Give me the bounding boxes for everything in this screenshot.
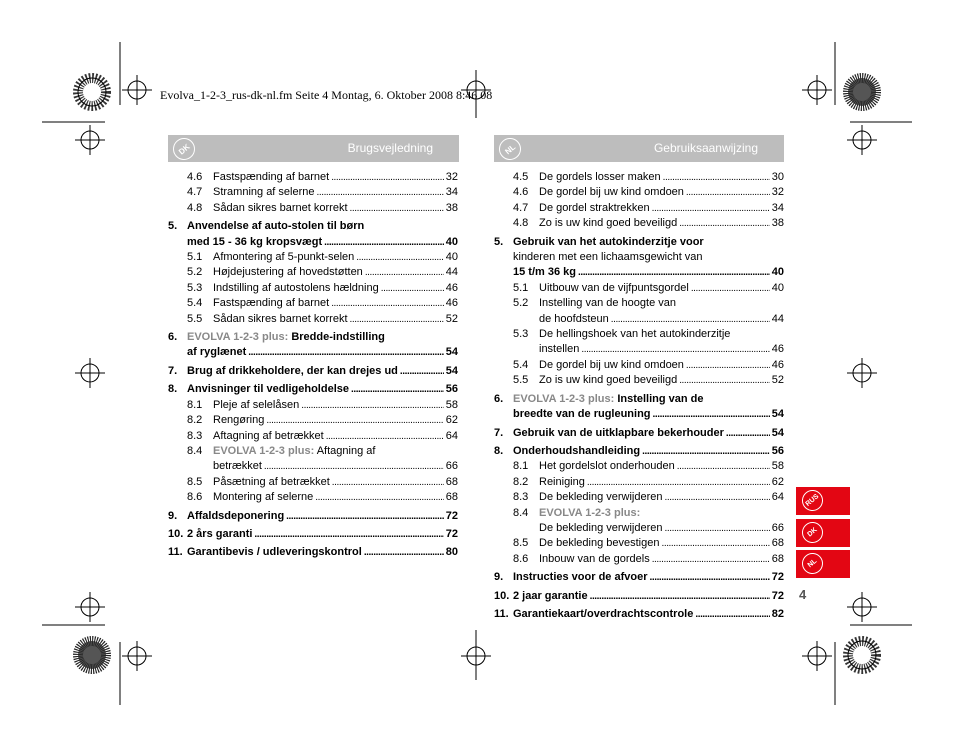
toc-page-number: 72 xyxy=(771,589,784,602)
toc-title: Zo is uw kind goed beveiligd xyxy=(539,217,678,230)
dot-leader xyxy=(665,490,770,505)
toc-number: 8. xyxy=(494,444,504,457)
dot-leader xyxy=(652,552,770,567)
toc-title: Anvisninger til vedligeholdelse xyxy=(187,383,349,396)
toc-entry xyxy=(494,170,784,185)
toc-entry xyxy=(168,201,458,216)
toc-number: 5.4 xyxy=(513,358,529,371)
toc-entry xyxy=(494,475,784,490)
toc-page-number: 72 xyxy=(445,509,458,522)
dot-leader xyxy=(642,444,770,459)
toc-title: Stramning af selerne xyxy=(213,186,315,199)
toc-title: 15 t/m 36 kg xyxy=(513,266,576,279)
toc-page-number: 54 xyxy=(771,408,784,421)
toc-entry xyxy=(168,364,458,379)
toc-title: Højdejustering af hovedstøtten xyxy=(213,266,363,279)
toc-entry xyxy=(494,552,784,567)
toc-number: 5.5 xyxy=(187,312,203,325)
toc-number: 11. xyxy=(168,546,183,559)
toc-title-line: De hellingshoek van het autokinderzitje xyxy=(539,328,731,341)
toc-entry xyxy=(494,392,784,423)
dot-leader xyxy=(317,185,444,200)
toc-page-number: 46 xyxy=(445,297,458,310)
toc-page-number: 52 xyxy=(445,312,458,325)
toc-number: 4.8 xyxy=(187,201,203,214)
dot-leader xyxy=(695,607,769,622)
toc-number: 6. xyxy=(494,392,504,405)
toc-entry xyxy=(494,589,784,604)
toc-title: Fastspænding af barnet xyxy=(213,297,330,310)
toc-number: 8.5 xyxy=(513,537,529,550)
toc-entry xyxy=(168,250,458,265)
dot-leader xyxy=(587,475,770,490)
toc-number: 8.6 xyxy=(513,552,529,565)
toc-entry xyxy=(494,281,784,296)
dot-leader xyxy=(351,382,444,397)
evolva-plus-label: EVOLVA 1-2-3 plus: xyxy=(187,331,289,344)
toc-title: Zo is uw kind goed beveiligd xyxy=(539,374,678,387)
toc-entry xyxy=(494,459,784,474)
toc-entry xyxy=(168,413,458,428)
toc-title: Het gordelslot onderhouden xyxy=(539,460,675,473)
toc-title: Aftagning af betrækket xyxy=(213,429,324,442)
dot-leader xyxy=(332,475,444,490)
side-tab-rus[interactable] xyxy=(796,487,850,515)
toc-number: 8.1 xyxy=(513,460,529,473)
toc-page-number: 40 xyxy=(445,235,458,248)
toc-title-line: Instelling van de hoogte van xyxy=(539,297,676,310)
toc-title-line: Aftagning af xyxy=(316,444,376,457)
header-title-dk: Brugsvejledning xyxy=(347,141,433,155)
dot-leader xyxy=(590,589,770,604)
toc-page-number: 56 xyxy=(445,383,458,396)
dot-leader xyxy=(326,429,444,444)
side-tab-dk[interactable] xyxy=(796,519,850,547)
toc-entry xyxy=(168,281,458,296)
toc-number: 5. xyxy=(168,220,178,233)
dot-leader xyxy=(301,398,444,413)
toc-title: De gordels losser maken xyxy=(539,171,661,183)
dot-leader xyxy=(254,527,443,542)
toc-title: Inbouw van de gordels xyxy=(539,552,650,565)
toc-title: 2 års garanti xyxy=(187,527,253,540)
toc-number: 8.4 xyxy=(187,444,203,457)
toc-number: 10. xyxy=(168,527,184,540)
toc-page-number: 80 xyxy=(445,546,458,559)
toc-entry xyxy=(168,312,458,327)
dot-leader xyxy=(264,459,444,474)
toc-number: 4.7 xyxy=(513,201,529,214)
toc-title: Rengøring xyxy=(213,414,265,427)
toc-entry xyxy=(494,201,784,216)
toc-dk xyxy=(168,170,458,561)
toc-number: 8.6 xyxy=(187,491,203,504)
toc-entry xyxy=(494,490,784,505)
toc-number: 4.7 xyxy=(187,186,203,199)
dot-leader xyxy=(578,265,770,280)
rus-badge-icon: RUS xyxy=(798,486,828,516)
toc-entry xyxy=(168,475,458,490)
toc-number: 5.2 xyxy=(513,297,529,310)
toc-page-number: 54 xyxy=(771,426,784,439)
toc-title: Fastspænding af barnet xyxy=(213,171,330,183)
dot-leader xyxy=(653,407,770,422)
toc-page-number: 38 xyxy=(445,201,458,214)
toc-page-number: 44 xyxy=(445,266,458,279)
toc-title: de hoofdsteun xyxy=(539,312,609,325)
toc-entry xyxy=(494,607,784,622)
dot-leader xyxy=(350,201,444,216)
toc-title: Brug af drikkeholdere, der kan drejes ud xyxy=(187,364,398,377)
dot-leader xyxy=(611,312,770,327)
toc-number: 5.3 xyxy=(513,328,529,341)
toc-number: 7. xyxy=(168,364,178,377)
toc-entry xyxy=(168,509,458,524)
toc-number: 5.2 xyxy=(187,266,203,279)
dot-leader xyxy=(286,509,444,524)
dot-leader xyxy=(331,296,444,311)
toc-number: 5.4 xyxy=(187,297,203,310)
dot-leader xyxy=(686,358,770,373)
toc-entry xyxy=(494,373,784,388)
toc-entry xyxy=(494,536,784,551)
toc-entry xyxy=(168,527,458,542)
toc-title: De gordel bij uw kind omdoen xyxy=(539,186,684,199)
toc-entry xyxy=(168,170,458,185)
toc-number: 4.5 xyxy=(513,171,529,183)
toc-number: 4.8 xyxy=(513,217,529,230)
toc-number: 5.1 xyxy=(187,251,203,264)
toc-page-number: 32 xyxy=(445,171,458,183)
toc-number: 4.6 xyxy=(513,186,529,199)
toc-entry xyxy=(168,545,458,560)
dot-leader xyxy=(364,545,444,560)
dot-leader xyxy=(248,345,443,360)
toc-title: De bekleding bevestigen xyxy=(539,537,660,550)
toc-entry xyxy=(168,398,458,413)
toc-entry xyxy=(168,296,458,311)
toc-page-number: 40 xyxy=(445,251,458,264)
toc-number: 8.2 xyxy=(513,475,529,488)
toc-title: De bekleding verwijderen xyxy=(539,491,663,504)
dot-leader xyxy=(686,185,770,200)
header-bar-dk xyxy=(168,135,459,162)
toc-page-number: 38 xyxy=(771,217,784,230)
toc-number: 8.3 xyxy=(187,429,203,442)
page-number: 4 xyxy=(799,587,807,602)
toc-title: Garantiekaart/overdrachtscontrole xyxy=(513,607,694,620)
toc-title-line: kinderen met een lichaamsgewicht van xyxy=(513,251,703,264)
toc-entry xyxy=(168,219,458,250)
toc-page-number: 34 xyxy=(771,201,784,214)
dot-leader xyxy=(679,216,770,231)
toc-entry xyxy=(168,444,458,475)
toc-title-line: Bredde-indstilling xyxy=(291,331,385,344)
dot-leader xyxy=(677,459,770,474)
toc-page-number: 40 xyxy=(771,281,784,294)
toc-page-number: 68 xyxy=(445,475,458,488)
toc-entry xyxy=(494,506,784,537)
dk-badge-icon: DK xyxy=(798,518,828,548)
dot-leader xyxy=(650,570,770,585)
dot-leader xyxy=(356,250,444,265)
toc-number: 6. xyxy=(168,331,178,344)
toc-title: Afmontering af 5-punkt-selen xyxy=(213,251,355,264)
toc-page-number: 54 xyxy=(445,364,458,377)
toc-title: Garantibevis / udleveringskontrol xyxy=(187,546,362,559)
toc-entry xyxy=(168,330,458,361)
toc-title: instellen xyxy=(539,343,580,356)
evolva-plus-label: EVOLVA 1-2-3 plus: xyxy=(539,506,641,519)
dot-leader xyxy=(266,413,443,428)
toc-entry xyxy=(494,444,784,459)
toc-page-number: 64 xyxy=(771,491,784,504)
toc-page-number: 68 xyxy=(771,552,784,565)
toc-title: Instructies voor de afvoer xyxy=(513,571,648,584)
nl-badge-icon: NL xyxy=(495,134,526,165)
toc-page-number: 68 xyxy=(771,537,784,550)
toc-title: De gordel bij uw kind omdoen xyxy=(539,358,684,371)
toc-title: Onderhoudshandleiding xyxy=(513,444,641,457)
toc-page-number: 66 xyxy=(445,460,458,473)
toc-entry xyxy=(168,429,458,444)
toc-title: Gebruik van de uitklapbare bekerhouder xyxy=(513,426,724,439)
toc-number: 10. xyxy=(494,589,510,602)
toc-number: 5.5 xyxy=(513,374,529,387)
dk-badge-icon: DK xyxy=(169,134,200,165)
toc-title: Affaldsdeponering xyxy=(187,509,285,522)
toc-page-number: 72 xyxy=(445,527,458,540)
toc-page-number: 64 xyxy=(445,429,458,442)
toc-number: 5.1 xyxy=(513,281,529,294)
toc-title: breedte van de rugleuning xyxy=(513,408,651,421)
toc-page-number: 32 xyxy=(771,186,784,199)
evolva-plus-label: EVOLVA 1-2-3 plus: xyxy=(213,444,315,457)
toc-number: 9. xyxy=(494,571,504,584)
toc-entry xyxy=(494,327,784,358)
toc-page-number: 44 xyxy=(771,312,784,325)
toc-entry xyxy=(494,235,784,281)
toc-number: 8. xyxy=(168,383,178,396)
toc-page-number: 62 xyxy=(445,414,458,427)
toc-number: 5.3 xyxy=(187,281,203,294)
toc-title-line: Instelling van de xyxy=(617,392,704,405)
toc-entry xyxy=(168,490,458,505)
toc-page-number: 68 xyxy=(445,491,458,504)
toc-title: Påsætning af betrækket xyxy=(213,475,330,488)
toc-title: De gordel straktrekken xyxy=(539,201,650,214)
dot-leader xyxy=(691,281,770,296)
toc-page-number: 62 xyxy=(771,475,784,488)
toc-entry xyxy=(494,358,784,373)
header-bar-nl xyxy=(494,135,784,162)
toc-title: De bekleding verwijderen xyxy=(539,521,663,534)
toc-page-number: 58 xyxy=(771,460,784,473)
toc-page-number: 52 xyxy=(771,374,784,387)
toc-entry xyxy=(494,570,784,585)
toc-title: Sådan sikres barnet korrekt xyxy=(213,312,348,325)
toc-title: Sådan sikres barnet korrekt xyxy=(213,201,348,214)
toc-number: 7. xyxy=(494,426,504,439)
toc-title: Pleje af selelåsen xyxy=(213,398,300,411)
toc-number: 11. xyxy=(494,607,509,620)
toc-title-line: Anvendelse af auto-stolen til børn xyxy=(187,220,365,233)
toc-title: 2 jaar garantie xyxy=(513,589,588,602)
toc-entry xyxy=(494,426,784,441)
print-meta-line: Evolva_1-2-3_rus-dk-nl.fm Seite 4 Montag, 6. Oktober 2008 8:46 08 xyxy=(160,88,493,102)
side-tab-nl[interactable] xyxy=(796,550,850,578)
toc-title: med 15 - 36 kg kropsvægt xyxy=(187,235,323,248)
toc-page-number: 58 xyxy=(445,398,458,411)
toc-title: Reiniging xyxy=(539,475,585,488)
toc-number: 9. xyxy=(168,509,178,522)
toc-page-number: 46 xyxy=(445,281,458,294)
toc-page-number: 34 xyxy=(445,186,458,199)
dot-leader xyxy=(315,490,443,505)
nl-badge-icon: NL xyxy=(798,549,828,579)
dot-leader xyxy=(365,265,444,280)
toc-page-number: 72 xyxy=(771,571,784,584)
header-title-nl: Gebruiksaanwijzing xyxy=(653,141,758,155)
toc-number: 8.2 xyxy=(187,414,203,427)
toc-title: Uitbouw van de vijfpuntsgordel xyxy=(539,281,689,294)
toc-entry xyxy=(168,185,458,200)
toc-entry xyxy=(494,185,784,200)
dot-leader xyxy=(381,281,444,296)
toc-page-number: 46 xyxy=(771,343,784,356)
dot-leader xyxy=(331,170,444,185)
dot-leader xyxy=(665,521,770,536)
dot-leader xyxy=(663,170,770,185)
dot-leader xyxy=(350,312,444,327)
toc-page-number: 54 xyxy=(445,346,458,359)
toc-number: 8.4 xyxy=(513,506,529,519)
dot-leader xyxy=(726,426,770,441)
toc-page-number: 30 xyxy=(771,171,784,183)
toc-nl xyxy=(494,170,784,622)
toc-title-line: Gebruik van het autokinderzitje voor xyxy=(513,235,704,248)
toc-entry xyxy=(168,265,458,280)
dot-leader xyxy=(400,364,444,379)
toc-page-number: 46 xyxy=(771,358,784,371)
toc-entry xyxy=(168,382,458,397)
toc-title: Montering af selerne xyxy=(213,491,314,504)
dot-leader xyxy=(324,235,444,250)
toc-page-number: 40 xyxy=(771,266,784,279)
dot-leader xyxy=(679,373,770,388)
dot-leader xyxy=(661,536,769,551)
dot-leader xyxy=(581,342,769,357)
toc-entry xyxy=(494,216,784,231)
toc-title: Indstilling af autostolens hældning xyxy=(213,281,379,294)
toc-title: betrækket xyxy=(213,460,262,473)
toc-number: 8.1 xyxy=(187,398,203,411)
toc-number: 8.5 xyxy=(187,475,203,488)
toc-page-number: 82 xyxy=(771,607,784,620)
toc-entry xyxy=(494,296,784,327)
toc-page-number: 56 xyxy=(771,444,784,457)
evolva-plus-label: EVOLVA 1-2-3 plus: xyxy=(513,392,615,405)
toc-page-number: 66 xyxy=(771,521,784,534)
toc-title: af ryglænet xyxy=(187,346,247,359)
dot-leader xyxy=(652,201,770,216)
toc-number: 5. xyxy=(494,235,504,248)
toc-number: 8.3 xyxy=(513,491,529,504)
toc-number: 4.6 xyxy=(187,171,203,183)
